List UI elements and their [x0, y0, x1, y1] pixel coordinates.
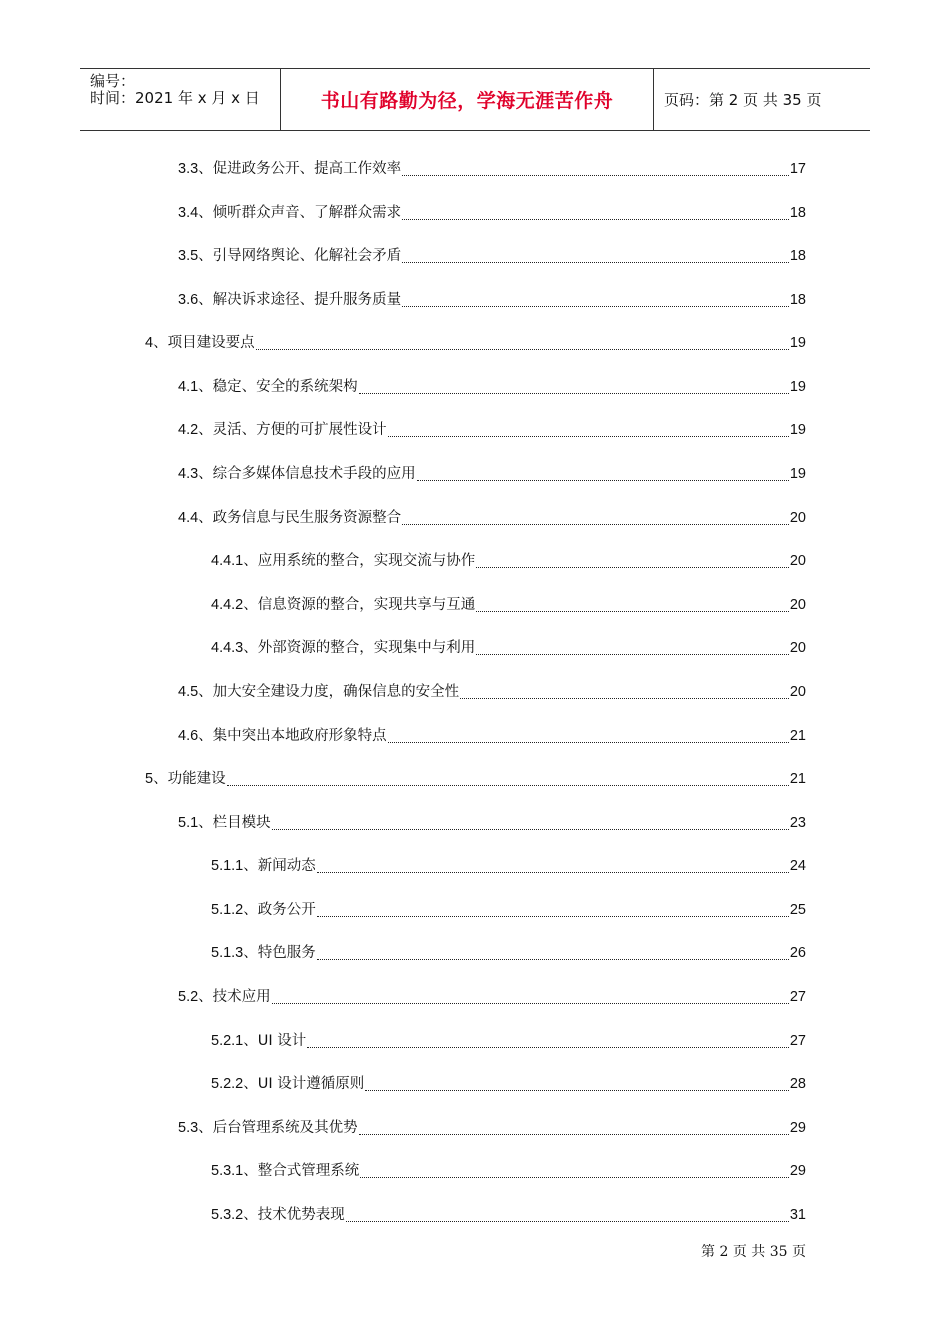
- toc-entry-number: 5.2.1: [211, 1033, 244, 1049]
- toc-entry-page-number: 21: [789, 771, 806, 787]
- toc-dot-leader: [272, 813, 789, 830]
- page-header: [80, 68, 870, 131]
- toc-entry-number: 5.3: [178, 1120, 199, 1136]
- toc-entry-separator: 、: [198, 205, 213, 221]
- toc-entry-title: 新闻动态: [257, 858, 316, 874]
- toc-entry-separator: 、: [243, 553, 258, 569]
- toc-entry-separator: 、: [198, 1120, 213, 1136]
- toc-dot-leader: [256, 333, 789, 350]
- toc-entry-separator: 、: [198, 292, 213, 308]
- toc-entry[interactable]: [178, 155, 806, 179]
- toc-entry-separator: 、: [153, 771, 168, 787]
- toc-entry-number: 5.2.2: [211, 1076, 244, 1092]
- toc-entry-number: 5.1.3: [211, 945, 244, 961]
- toc-dot-leader: [272, 987, 789, 1004]
- toc-entry-page-number: 18: [789, 205, 806, 221]
- toc-dot-leader: [360, 1161, 789, 1178]
- toc-entry-title: 政务信息与民生服务资源整合: [212, 510, 402, 526]
- toc-dot-leader: [317, 943, 789, 960]
- toc-dot-leader: [460, 682, 789, 699]
- toc-entry[interactable]: [178, 199, 806, 223]
- toc-entry-separator: 、: [198, 466, 213, 482]
- toc-entry-number: 4.4.2: [211, 597, 244, 613]
- toc-entry[interactable]: [145, 329, 806, 353]
- toc-entry-page-number: 29: [789, 1120, 806, 1136]
- toc-dot-leader: [402, 290, 789, 307]
- toc-entry-number: 3.6: [178, 292, 199, 308]
- toc-entry[interactable]: [211, 1157, 806, 1181]
- header-motto: 书山有路勤为径，学海无涯苦作舟: [320, 90, 614, 112]
- toc-entry-title: 引导网络舆论、化解社会矛盾: [212, 248, 402, 264]
- toc-entry-number: 4.3: [178, 466, 199, 482]
- toc-entry-number: 4.5: [178, 684, 199, 700]
- toc-entry-title: 技术优势表现: [257, 1207, 345, 1223]
- header-page-info: 页码：第 2 页 共 35 页: [664, 91, 822, 109]
- toc-entry-separator: 、: [198, 161, 213, 177]
- toc-dot-leader: [402, 159, 789, 176]
- toc-entry-number: 5: [145, 771, 154, 787]
- toc-entry-title: 灵活、方便的可扩展性设计: [212, 422, 387, 438]
- toc-entry-separator: 、: [198, 510, 213, 526]
- toc-entry-title: 项目建设要点: [167, 335, 255, 351]
- toc-entry[interactable]: [178, 373, 806, 397]
- toc-entry[interactable]: [178, 1114, 806, 1138]
- toc-entry-number: 5.1.2: [211, 902, 244, 918]
- toc-entry-number: 5.1.1: [211, 858, 244, 874]
- toc-entry-page-number: 20: [789, 510, 806, 526]
- toc-entry-title: 栏目模块: [212, 815, 271, 831]
- toc-entry-page-number: 23: [789, 815, 806, 831]
- toc-dot-leader: [388, 420, 789, 437]
- toc-entry-separator: 、: [243, 1076, 258, 1092]
- toc-entry-separator: 、: [243, 858, 258, 874]
- toc-entry[interactable]: [211, 852, 806, 876]
- toc-entry-page-number: 26: [789, 945, 806, 961]
- toc-entry-page-number: 20: [789, 640, 806, 656]
- document-number-label: 编号：: [90, 72, 136, 90]
- toc-entry[interactable]: [178, 460, 806, 484]
- toc-entry-page-number: 19: [789, 379, 806, 395]
- toc-dot-leader: [476, 638, 789, 655]
- toc-entry-number: 4.1: [178, 379, 199, 395]
- toc-entry-number: 4.4.1: [211, 553, 244, 569]
- toc-entry-separator: 、: [243, 902, 258, 918]
- toc-entry-page-number: 21: [789, 728, 806, 744]
- toc-entry-separator: 、: [198, 422, 213, 438]
- toc-dot-leader: [476, 595, 789, 612]
- toc-entry-separator: 、: [243, 945, 258, 961]
- toc-entry-number: 5.2: [178, 989, 199, 1005]
- toc-entry-title: UI 设计: [257, 1033, 307, 1049]
- header-page-cell: [654, 69, 870, 130]
- toc-entry-title: 信息资源的整合，实现共享与互通: [257, 597, 476, 613]
- toc-entry-title: 外部资源的整合，实现集中与利用: [257, 640, 476, 656]
- toc-entry[interactable]: [178, 416, 806, 440]
- toc-entry-number: 4.4: [178, 510, 199, 526]
- toc-entry-separator: 、: [198, 379, 213, 395]
- toc-entry-number: 3.5: [178, 248, 199, 264]
- toc-entry[interactable]: [178, 809, 806, 833]
- toc-entry-separator: 、: [243, 1033, 258, 1049]
- toc-entry[interactable]: [178, 722, 806, 746]
- toc-entry-number: 3.3: [178, 161, 199, 177]
- toc-dot-leader: [317, 900, 789, 917]
- toc-entry-separator: 、: [243, 1163, 258, 1179]
- toc-dot-leader: [365, 1074, 789, 1091]
- toc-entry[interactable]: [211, 1070, 806, 1094]
- toc-entry[interactable]: [211, 939, 806, 963]
- header-motto-cell: [281, 69, 654, 130]
- toc-entry-page-number: 25: [789, 902, 806, 918]
- toc-entry-page-number: 20: [789, 597, 806, 613]
- toc-entry-page-number: 29: [789, 1163, 806, 1179]
- toc-entry-separator: 、: [198, 989, 213, 1005]
- toc-entry-page-number: 18: [789, 248, 806, 264]
- toc-entry[interactable]: [178, 242, 806, 266]
- toc-entry-page-number: 19: [789, 422, 806, 438]
- toc-dot-leader: [307, 1031, 789, 1048]
- toc-entry-number: 4.6: [178, 728, 199, 744]
- toc-dot-leader: [402, 203, 789, 220]
- toc-entry-page-number: 27: [789, 989, 806, 1005]
- toc-entry-title: 综合多媒体信息技术手段的应用: [212, 466, 416, 482]
- toc-entry[interactable]: [211, 547, 806, 571]
- toc-entry-page-number: 28: [789, 1076, 806, 1092]
- toc-entry[interactable]: [211, 634, 806, 658]
- toc-entry-page-number: 20: [789, 553, 806, 569]
- toc-entry-number: 4.4.3: [211, 640, 244, 656]
- toc-entry-separator: 、: [243, 1207, 258, 1223]
- toc-entry-separator: 、: [198, 248, 213, 264]
- toc-dot-leader: [227, 769, 789, 786]
- toc-entry-title: 集中突出本地政府形象特点: [212, 728, 387, 744]
- toc-entry-separator: 、: [198, 684, 213, 700]
- toc-entry[interactable]: [211, 896, 806, 920]
- toc-dot-leader: [402, 246, 789, 263]
- toc-entry-number: 5.3.2: [211, 1207, 244, 1223]
- toc-entry[interactable]: [211, 1027, 806, 1051]
- toc-entry-page-number: 19: [789, 466, 806, 482]
- toc-entry-page-number: 27: [789, 1033, 806, 1049]
- toc-entry-title: 政务公开: [257, 902, 316, 918]
- toc-entry-title: 技术应用: [212, 989, 271, 1005]
- toc-entry-number: 5.1: [178, 815, 199, 831]
- toc-entry-number: 5.3.1: [211, 1163, 244, 1179]
- toc-entry-separator: 、: [198, 815, 213, 831]
- toc-entry-title: 促进政务公开、提高工作效率: [212, 161, 402, 177]
- toc-dot-leader: [388, 726, 789, 743]
- toc-entry-page-number: 31: [789, 1207, 806, 1223]
- toc-entry-title: 特色服务: [257, 945, 316, 961]
- toc-entry-title: 应用系统的整合，实现交流与协作: [257, 553, 476, 569]
- toc-entry-number: 3.4: [178, 205, 199, 221]
- toc-entry-number: 4: [145, 335, 154, 351]
- toc-dot-leader: [402, 508, 789, 525]
- toc-entry-page-number: 20: [789, 684, 806, 700]
- toc-entry[interactable]: [178, 983, 806, 1007]
- toc-entry-number: 4.2: [178, 422, 199, 438]
- toc-entry-separator: 、: [153, 335, 168, 351]
- toc-entry-separator: 、: [198, 728, 213, 744]
- toc-entry-title: 整合式管理系统: [257, 1163, 360, 1179]
- toc-entry[interactable]: [178, 286, 806, 310]
- toc-entry[interactable]: [211, 1201, 806, 1225]
- toc-entry[interactable]: [211, 591, 806, 615]
- toc-entry[interactable]: [178, 678, 806, 702]
- toc-dot-leader: [417, 464, 789, 481]
- document-date: 时间：2021 年 x 月 x 日: [90, 89, 260, 107]
- page-footer: 第 2 页 共 35 页: [701, 1244, 806, 1260]
- toc-entry-separator: 、: [243, 640, 258, 656]
- toc-dot-leader: [346, 1205, 789, 1222]
- header-meta: [80, 69, 281, 130]
- toc-entry-page-number: 24: [789, 858, 806, 874]
- toc-entry-page-number: 19: [789, 335, 806, 351]
- toc-entry-page-number: 17: [789, 161, 806, 177]
- toc-entry[interactable]: [178, 504, 806, 528]
- toc-entry-separator: 、: [243, 597, 258, 613]
- toc-entry-title: 倾听群众声音、了解群众需求: [212, 205, 402, 221]
- toc-entry[interactable]: [145, 765, 806, 789]
- toc-entry-title: 稳定、安全的系统架构: [212, 379, 358, 395]
- toc-entry-title: 解决诉求途径、提升服务质量: [212, 292, 402, 308]
- toc-entry-title: UI 设计遵循原则: [257, 1076, 365, 1092]
- toc-dot-leader: [359, 377, 789, 394]
- toc-dot-leader: [317, 856, 789, 873]
- toc-entry-title: 加大安全建设力度，确保信息的安全性: [212, 684, 460, 700]
- toc-dot-leader: [359, 1118, 789, 1135]
- toc-entry-title: 后台管理系统及其优势: [212, 1120, 358, 1136]
- toc-entry-page-number: 18: [789, 292, 806, 308]
- toc-entry-title: 功能建设: [167, 771, 226, 787]
- toc-dot-leader: [476, 551, 789, 568]
